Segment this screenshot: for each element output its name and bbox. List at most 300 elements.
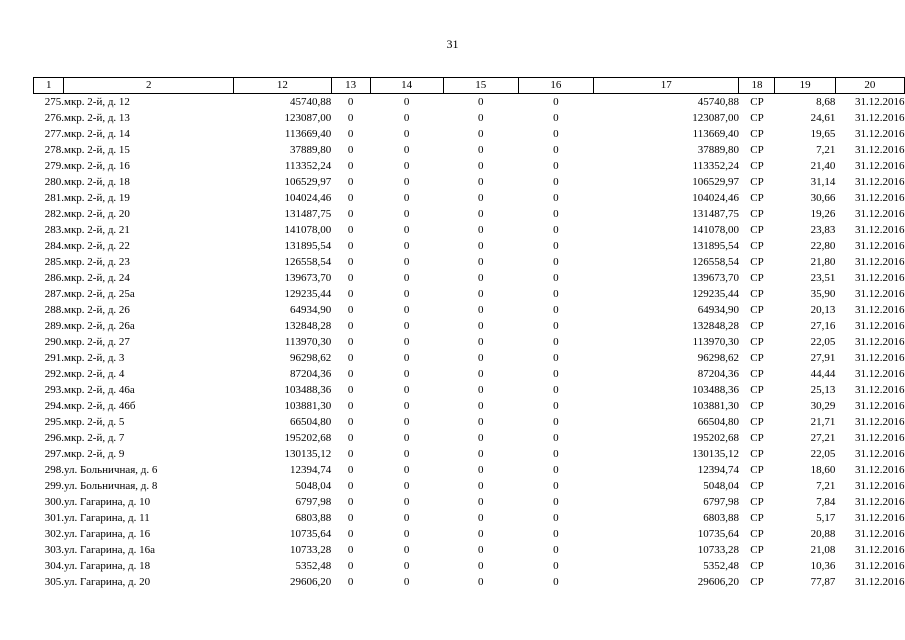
table-row [34,558,905,574]
col-17-value: 113352,24 [692,159,739,172]
col-14-value: 0 [403,335,410,348]
row-number: 294. [44,399,64,412]
col-18-value: СР [750,319,764,332]
col-19-value: 22,05 [810,447,836,460]
table-row [34,526,905,542]
col-15-value: 0 [478,479,484,492]
col-13-value: 0 [347,383,354,396]
col-14-value: 0 [403,191,410,204]
col-14-value: 0 [403,175,410,188]
row-number: 292. [44,367,64,380]
col-15-value: 0 [478,495,484,508]
col-15-value: 0 [478,399,484,412]
col-19-value: 10,36 [810,559,836,572]
col-16-value: 0 [553,239,559,252]
address: мкр. 2-й, д. 20 [63,207,130,220]
col-15-value: 0 [478,255,484,268]
header-col-16: 16 [518,78,593,94]
col-14-value: 0 [403,447,410,460]
col-12-value: 130135,12 [284,447,332,460]
col-20-value: 31.12.2016 [855,127,905,140]
col-14-value: 0 [403,463,410,476]
col-14-value: 0 [403,431,410,444]
col-14-value: 0 [403,143,410,156]
col-12-value: 6797,98 [295,495,332,508]
col-20-value: 31.12.2016 [855,303,905,316]
row-number: 275. [44,95,64,108]
col-14-value: 0 [403,207,410,220]
col-12-value: 5352,48 [295,559,332,572]
row-number: 295. [44,415,64,428]
col-15-value: 0 [478,207,484,220]
col-12-value: 5048,04 [295,479,332,492]
row-number: 296. [44,431,64,444]
col-13-value: 0 [347,543,354,556]
row-number: 278. [44,143,64,156]
row-number: 290. [44,335,64,348]
row-number: 299. [44,479,64,492]
col-19-value: 44,44 [810,367,836,380]
col-20-value: 31.12.2016 [855,463,905,476]
col-18-value: СР [750,207,764,220]
col-13-value: 0 [347,479,354,492]
col-18-value: СР [750,159,764,172]
col-19-value: 18,60 [810,463,836,476]
table-row [34,366,905,382]
col-17-value: 130135,12 [692,447,739,460]
col-19-value: 21,71 [810,415,836,428]
col-13-value: 0 [347,367,354,380]
address: мкр. 2-й, д. 21 [63,223,130,236]
header-col-17: 17 [593,78,739,94]
col-12-value: 66504,80 [289,415,332,428]
col-12-value: 113352,24 [284,159,332,172]
col-16-value: 0 [553,479,559,492]
col-12-value: 96298,62 [289,351,332,364]
col-16-value: 0 [553,159,559,172]
col-15-value: 0 [478,431,484,444]
col-17-value: 113669,40 [692,127,739,140]
col-17-value: 113970,30 [692,335,739,348]
col-16-value: 0 [553,543,559,556]
col-14-value: 0 [403,223,410,236]
table-row [34,318,905,334]
col-20-value: 31.12.2016 [855,271,905,284]
col-18-value: СР [750,447,764,460]
col-13-value: 0 [347,575,354,588]
col-18-value: СР [750,111,764,124]
page-number: 31 [446,37,459,51]
col-20-value: 31.12.2016 [855,527,905,540]
address: мкр. 2-й, д. 5 [63,415,125,428]
col-18-value: СР [750,335,764,348]
col-16-value: 0 [553,559,559,572]
col-14-value: 0 [403,383,410,396]
col-16-value: 0 [553,95,559,108]
table-row [34,286,905,302]
col-18-value: СР [750,479,764,492]
table-row [34,238,905,254]
address: ул. Гагарина, д. 11 [63,511,150,524]
col-12-value: 10735,64 [289,527,332,540]
col-14-value: 0 [403,351,410,364]
col-15-value: 0 [478,367,484,380]
col-16-value: 0 [553,399,559,412]
col-15-value: 0 [478,111,484,124]
col-18-value: СР [750,127,764,140]
col-20-value: 31.12.2016 [855,447,905,460]
col-12-value: 64934,90 [289,303,332,316]
table-row [34,254,905,270]
col-15-value: 0 [478,447,484,460]
col-14-value: 0 [403,415,410,428]
col-16-value: 0 [553,383,559,396]
address: ул. Больничная, д. 8 [63,479,158,492]
col-18-value: СР [750,255,764,268]
row-number: 287. [44,287,64,300]
col-12-value: 129235,44 [284,287,332,300]
col-17-value: 87204,36 [697,367,739,380]
col-16-value: 0 [553,447,559,460]
col-15-value: 0 [478,271,484,284]
table-row [34,174,905,190]
header-col-12: 12 [234,78,332,94]
col-13-value: 0 [347,271,354,284]
table-row [34,478,905,494]
address: мкр. 2-й, д. 4 [63,367,125,380]
row-number: 291. [44,351,64,364]
address: мкр. 2-й, д. 14 [63,127,130,140]
col-14-value: 0 [403,367,410,380]
col-18-value: СР [750,543,764,556]
col-17-value: 131487,75 [692,207,739,220]
row-number: 282. [44,207,64,220]
col-19-value: 35,90 [810,287,836,300]
col-16-value: 0 [553,415,559,428]
col-20-value: 31.12.2016 [855,495,905,508]
col-19-value: 8,68 [816,95,836,108]
col-17-value: 6803,88 [703,511,739,524]
header-col-20: 20 [835,78,904,94]
col-15-value: 0 [478,95,484,108]
col-15-value: 0 [478,127,484,140]
col-13-value: 0 [347,191,354,204]
col-17-value: 139673,70 [692,271,739,284]
col-19-value: 30,66 [810,191,836,204]
col-14-value: 0 [403,559,410,572]
row-number: 280. [44,175,64,188]
col-19-value: 77,87 [810,575,836,588]
col-20-value: 31.12.2016 [855,399,905,412]
header-col-15: 15 [443,78,518,94]
col-19-value: 27,16 [810,319,836,332]
col-15-value: 0 [478,559,484,572]
col-20-value: 31.12.2016 [855,159,905,172]
col-16-value: 0 [553,495,559,508]
col-18-value: СР [750,223,764,236]
col-18-value: СР [750,351,764,364]
table-row [34,430,905,446]
row-number: 286. [44,271,64,284]
col-15-value: 0 [478,575,484,588]
row-number: 281. [44,191,64,204]
col-20-value: 31.12.2016 [855,383,905,396]
col-19-value: 27,91 [810,351,836,364]
col-12-value: 195202,68 [284,431,332,444]
row-number: 304. [44,559,64,572]
col-19-value: 24,61 [810,111,836,124]
col-17-value: 131895,54 [692,239,739,252]
row-number: 302. [44,527,64,540]
col-16-value: 0 [553,511,559,524]
col-13-value: 0 [347,415,354,428]
col-19-value: 21,08 [810,543,836,556]
registry-table [33,77,905,590]
col-15-value: 0 [478,143,484,156]
col-14-value: 0 [403,239,410,252]
col-16-value: 0 [553,175,559,188]
address: мкр. 2-й, д. 26 [63,303,130,316]
row-number: 303. [44,543,64,556]
col-19-value: 20,13 [810,303,836,316]
col-20-value: 31.12.2016 [855,319,905,332]
col-12-value: 37889,80 [289,143,332,156]
col-13-value: 0 [347,559,354,572]
col-17-value: 195202,68 [692,431,739,444]
col-20-value: 31.12.2016 [855,111,905,124]
col-17-value: 123087,00 [692,111,739,124]
col-20-value: 31.12.2016 [855,207,905,220]
col-20-value: 31.12.2016 [855,479,905,492]
address: мкр. 2-й, д. 25а [63,287,135,300]
col-17-value: 12394,74 [697,463,739,476]
row-number: 297. [44,447,64,460]
col-14-value: 0 [403,159,410,172]
col-12-value: 87204,36 [289,367,332,380]
col-13-value: 0 [347,495,354,508]
table-row [34,126,905,142]
col-14-value: 0 [403,287,410,300]
table-row [34,142,905,158]
col-13-value: 0 [347,255,354,268]
col-12-value: 106529,97 [284,175,332,188]
col-20-value: 31.12.2016 [855,335,905,348]
col-14-value: 0 [403,399,410,412]
col-15-value: 0 [478,303,484,316]
col-17-value: 141078,00 [692,223,739,236]
row-number: 289. [44,319,64,332]
col-13-value: 0 [347,287,354,300]
col-16-value: 0 [553,303,559,316]
col-17-value: 10735,64 [697,527,739,540]
col-18-value: СР [750,495,764,508]
col-17-value: 37889,80 [697,143,739,156]
col-13-value: 0 [347,511,354,524]
col-12-value: 126558,54 [284,255,332,268]
col-16-value: 0 [553,463,559,476]
col-15-value: 0 [478,351,484,364]
table-row [34,382,905,398]
table-row [34,542,905,558]
col-12-value: 12394,74 [289,463,332,476]
col-12-value: 45740,88 [289,95,332,108]
col-19-value: 22,80 [810,239,836,252]
address: мкр. 2-й, д. 3 [63,351,125,364]
col-17-value: 132848,28 [692,319,739,332]
col-20-value: 31.12.2016 [855,223,905,236]
col-19-value: 23,51 [810,271,836,284]
col-18-value: СР [750,575,764,588]
col-17-value: 5352,48 [703,559,739,572]
row-number: 276. [44,111,64,124]
col-14-value: 0 [403,511,410,524]
col-15-value: 0 [478,383,484,396]
col-13-value: 0 [347,95,354,108]
col-17-value: 96298,62 [697,351,739,364]
col-13-value: 0 [347,431,354,444]
col-16-value: 0 [553,527,559,540]
table-row [34,494,905,510]
col-16-value: 0 [553,127,559,140]
table-row [34,398,905,414]
col-19-value: 19,65 [810,127,836,140]
col-15-value: 0 [478,335,484,348]
row-number: 284. [44,239,64,252]
col-20-value: 31.12.2016 [855,415,905,428]
address: мкр. 2-й, д. 22 [63,239,130,252]
row-number: 305. [44,575,64,588]
table-row [34,574,905,590]
header-col-19: 19 [775,78,835,94]
col-20-value: 31.12.2016 [855,575,905,588]
col-16-value: 0 [553,191,559,204]
address: ул. Больничная, д. 6 [63,463,158,476]
col-15-value: 0 [478,223,484,236]
address: мкр. 2-й, д. 16 [63,159,130,172]
col-18-value: СР [750,95,764,108]
col-16-value: 0 [553,271,559,284]
col-13-value: 0 [347,303,354,316]
address: мкр. 2-й, д. 46б [63,399,136,412]
address: мкр. 2-й, д. 18 [63,175,130,188]
table-row [34,510,905,526]
col-18-value: СР [750,191,764,204]
table-row [34,350,905,366]
col-18-value: СР [750,463,764,476]
col-14-value: 0 [403,95,410,108]
col-13-value: 0 [347,239,354,252]
col-18-value: СР [750,431,764,444]
col-14-value: 0 [403,111,410,124]
col-20-value: 31.12.2016 [855,287,905,300]
col-15-value: 0 [478,319,484,332]
col-15-value: 0 [478,463,484,476]
col-20-value: 31.12.2016 [855,239,905,252]
col-16-value: 0 [553,223,559,236]
table-row [34,414,905,430]
col-20-value: 31.12.2016 [855,351,905,364]
col-20-value: 31.12.2016 [855,367,905,380]
col-13-value: 0 [347,223,354,236]
col-18-value: СР [750,559,764,572]
header-col-14: 14 [370,78,443,94]
col-20-value: 31.12.2016 [855,143,905,156]
col-14-value: 0 [403,303,410,316]
table-header-row [34,78,905,94]
col-15-value: 0 [478,527,484,540]
col-13-value: 0 [347,335,354,348]
col-16-value: 0 [553,143,559,156]
col-15-value: 0 [478,239,484,252]
col-17-value: 10733,28 [697,543,739,556]
col-19-value: 22,05 [810,335,836,348]
col-12-value: 103488,36 [284,383,332,396]
row-number: 277. [44,127,64,140]
address: мкр. 2-й, д. 23 [63,255,130,268]
col-17-value: 45740,88 [697,95,739,108]
col-19-value: 21,40 [810,159,836,172]
col-19-value: 25,13 [810,383,836,396]
col-18-value: СР [750,415,764,428]
col-17-value: 64934,90 [697,303,739,316]
col-13-value: 0 [347,175,354,188]
col-12-value: 113970,30 [284,335,332,348]
address: мкр. 2-й, д. 9 [63,447,125,460]
col-12-value: 131895,54 [284,239,332,252]
col-19-value: 5,17 [816,511,836,524]
col-16-value: 0 [553,287,559,300]
col-12-value: 103881,30 [284,399,332,412]
table-row [34,270,905,286]
col-19-value: 20,88 [810,527,836,540]
table-row [34,302,905,318]
col-13-value: 0 [347,143,354,156]
col-14-value: 0 [403,255,410,268]
row-number: 293. [44,383,64,396]
address: мкр. 2-й, д. 15 [63,143,130,156]
col-16-value: 0 [553,207,559,220]
col-16-value: 0 [553,111,559,124]
col-20-value: 31.12.2016 [855,559,905,572]
col-13-value: 0 [347,399,354,412]
col-13-value: 0 [347,527,354,540]
address: мкр. 2-й, д. 24 [63,271,130,284]
table-row [34,462,905,478]
col-15-value: 0 [478,175,484,188]
col-14-value: 0 [403,575,410,588]
col-19-value: 7,21 [816,479,836,492]
col-12-value: 132848,28 [284,319,332,332]
col-12-value: 131487,75 [284,207,332,220]
col-12-value: 29606,20 [289,575,332,588]
col-16-value: 0 [553,351,559,364]
col-18-value: СР [750,383,764,396]
col-13-value: 0 [347,207,354,220]
col-12-value: 139673,70 [284,271,332,284]
col-14-value: 0 [403,127,410,140]
col-18-value: СР [750,271,764,284]
col-15-value: 0 [478,415,484,428]
col-18-value: СР [750,239,764,252]
col-17-value: 104024,46 [692,191,739,204]
col-15-value: 0 [478,287,484,300]
col-19-value: 27,21 [810,431,836,444]
col-13-value: 0 [347,111,354,124]
col-19-value: 19,26 [810,207,836,220]
col-20-value: 31.12.2016 [855,191,905,204]
col-18-value: СР [750,175,764,188]
col-19-value: 23,83 [810,223,836,236]
